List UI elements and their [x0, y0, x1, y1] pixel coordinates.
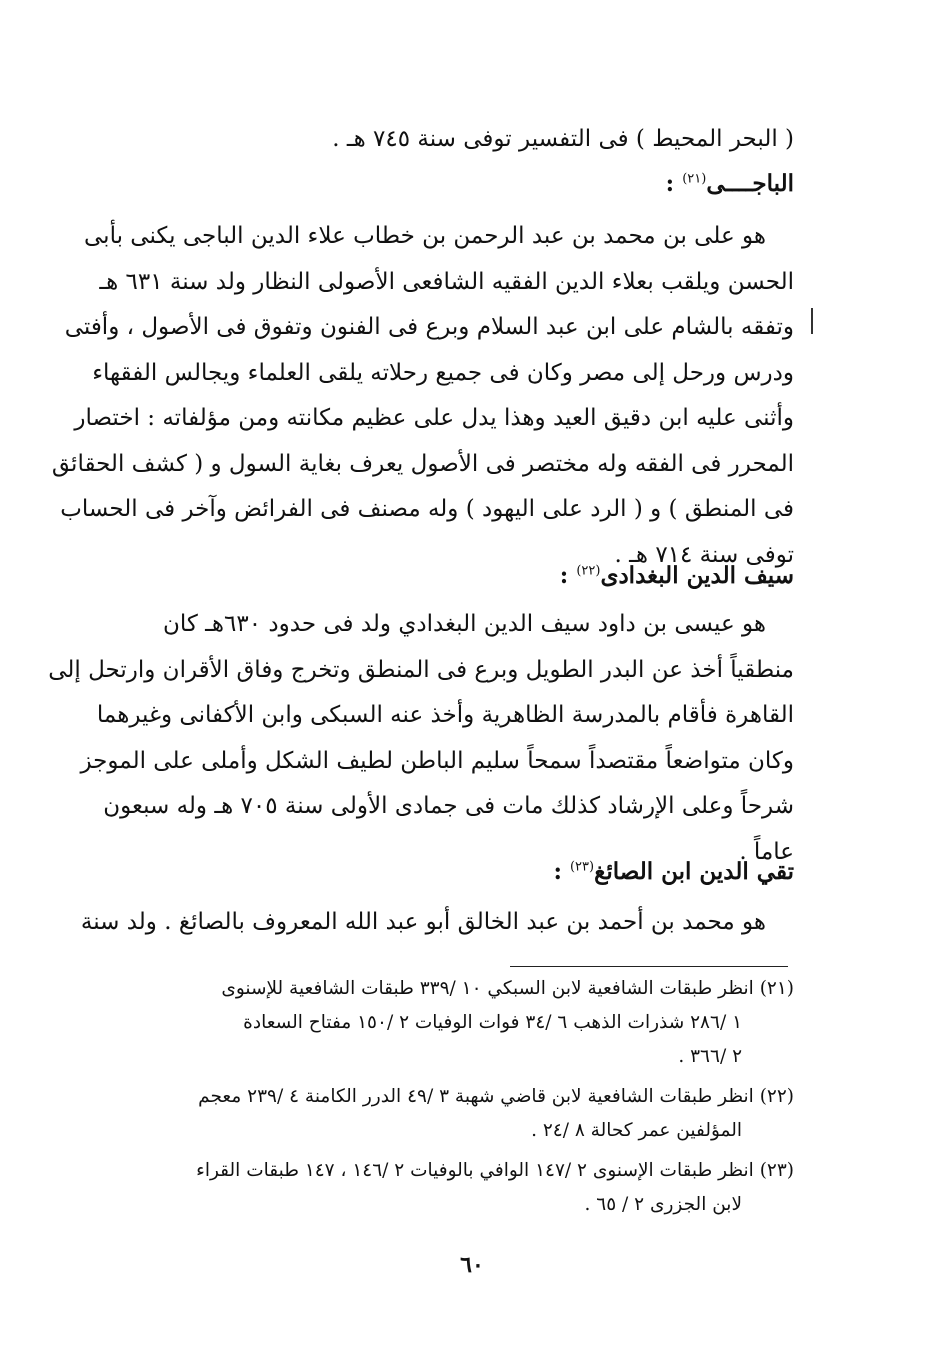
section-body-albaghdadi [48, 602, 794, 875]
footnote-21: (٢١) انظر طبقات الشافعية لابن السبكي ١٠ /٣٣٩ طبقات الشافعية للإسنوى ١ /٢٨٦ شذرات الذهب ٦ /٣٤ فوات الوفيات ٢ /١٥٠ مفتاح السعادة ٢ /٣٦٦ . [221, 978, 794, 1067]
body-line: المحرر فى الفقه وله مختصر فى الأصول يعرف بغاية السول و ( كشف الحقائق [51, 450, 794, 477]
opening-line: ( البحر المحيط ) فى التفسير توفى سنة ٧٤٥ هـ . [332, 126, 794, 152]
body-line: منطقياً أخذ عن البدر الطويل وبرع فى المنطق وتخرج وفاق الأقران وارتحل إلى [48, 656, 794, 683]
section-heading-albaji: الباجــــى$^{(٢١)}$ : [665, 170, 794, 197]
body-line: القاهرة فأقام بالمدرسة الظاهرية وأخذ عنه السبكى وابن الأكفانى وغيرهما [96, 702, 794, 728]
body-line: شرحاً وعلى الإرشاد كذلك مات فى جمادى الأولى سنة ٧٠٥ هـ وله سبعون [103, 793, 794, 819]
body-line: الحسن ويلقب بعلاء الدين الفقيه الشافعى الأصولى النظار ولد سنة ٦٣١ هـ [99, 268, 794, 295]
body-line: هو على بن محمد بن عبد الرحمن بن خطاب علاء الدين الباجى يكنى بأبى [84, 223, 766, 249]
body-line: هو عيسى بن داود سيف الدين البغدادي ولد فى حدود ٦٣٠هـ كان [163, 611, 766, 637]
body-line: وأثنى عليه ابن دقيق العيد وهذا يدل على عظيم مكانته ومن مؤلفاته : اختصار [74, 405, 794, 431]
body-line: هو محمد بن أحمد بن عبد الخالق أبو عبد الله المعروف بالصائغ . ولد سنة [80, 909, 766, 935]
section-heading-albaghdadi: سيف الدين البغدادى$^{(٢٢)}$ : [559, 562, 794, 589]
footnote-22: (٢٢) انظر طبقات الشافعية لابن قاضي شهبة ٣ /٤٩ الدرر الكامنة ٤ /٢٣٩ معجم المؤلفين عمر كحالة ٨ /٢٤ . [198, 1086, 794, 1141]
footnotes [118, 972, 794, 1222]
body-line: ودرس ورحل إلى مصر وكان فى جميع رحلاته يلقى العلماء ويجالس الفقهاء [92, 359, 794, 386]
footnote-23: (٢٣) انظر طبقات الإسنوى ٢ /١٤٧ الوافي بالوفيات ٢ /١٤٦ ، ١٤٧ طبقات القراء لابن الجزرى ٢ / ٦٥ . [196, 1160, 794, 1215]
footnote-divider [510, 966, 788, 967]
body-line: توفى سنة ٧١٤ هـ . [614, 541, 794, 568]
margin-mark [811, 308, 813, 334]
section-body-albaji [51, 214, 794, 578]
body-line: وكان متواضعاً مقتصداً سمحاً سليم الباطن لطيف الشكل وأملى على الموجز [80, 747, 794, 774]
section-body-ibn-alsaigh [80, 900, 794, 946]
section-heading-ibn-alsaigh: تقي الدين ابن الصائغ$^{(٢٣)}$ : [553, 858, 794, 885]
body-line: وتفقه بالشام على ابن عبد السلام وبرع فى الفنون وتفوق فى الأصول ، وأفتى [64, 314, 794, 340]
body-line: عاماً . [739, 838, 794, 865]
body-line: فى المنطق ) و ( الرد على اليهود ) وله مصنف فى الفرائض وآخر فى الحساب [60, 496, 794, 522]
page-number: ٦٠ [460, 1252, 484, 1278]
